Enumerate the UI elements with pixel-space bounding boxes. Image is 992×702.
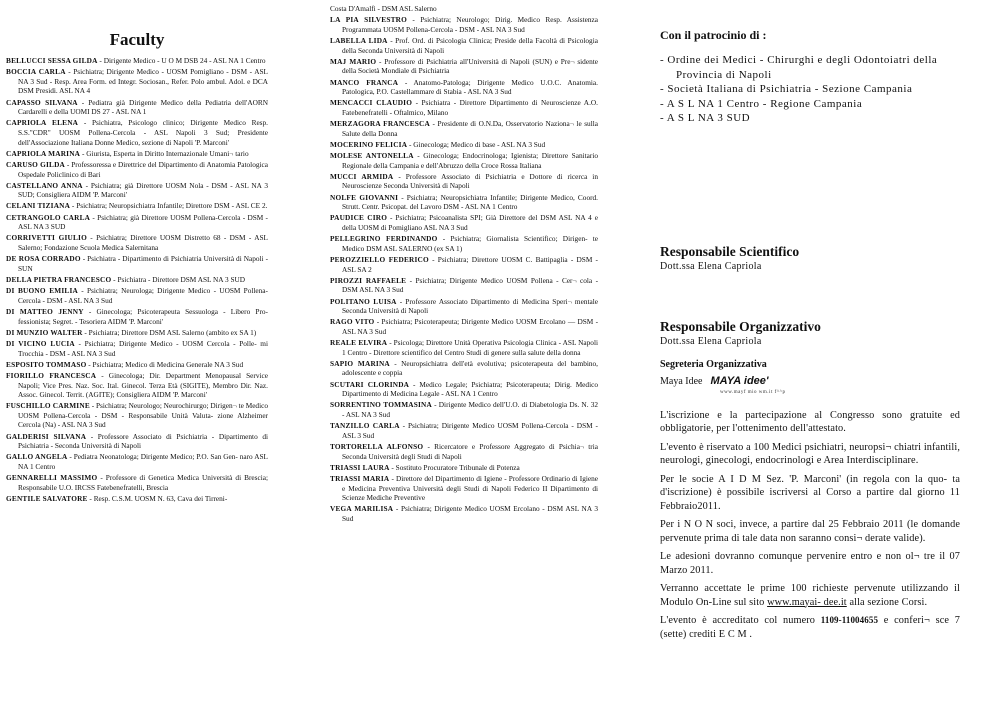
- faculty-name: CAPASSO SILVANA: [6, 97, 78, 107]
- faculty-entry: [6, 360, 268, 370]
- faculty-role: - Ginecologa; Medico di base - ASL NA 3 Sud: [407, 139, 546, 149]
- faculty-role: - Giurista, Esperta in Diritto Internazionale Umani¬ tario: [80, 148, 249, 158]
- faculty-role: - Psichiatra - Dipartimento di Psichiatria Università di Napoli - SUN: [18, 254, 269, 273]
- faculty-role: - Psichiatra; Neurologa; Dirigente Medico - UOSM Pollena-Cercola - DSM - ASL NA 3 Sud: [18, 286, 268, 305]
- faculty-role: - Professore di Genetica Medica Università di Brescia; Responsabile U.O. IRCSS Fatebenefratelli, Brescia: [18, 473, 268, 492]
- faculty-role: - Professore Associato di Psichiatria - Dipartimento di Psichiatria - Seconda Università di Napoli: [18, 431, 268, 451]
- faculty-entry: [330, 78, 598, 97]
- faculty-entry: [330, 98, 598, 117]
- faculty-role: - Psicologa; Direttore Unità Operativa Psicologia Clinica - ASL Napoli 1 Centro - Direttore scientifico del Centro Studi di genere sulla salute della donna: [342, 338, 598, 357]
- faculty-column-middle: [330, 4, 598, 525]
- faculty-name: VEGA MARILISA: [330, 504, 394, 514]
- faculty-entry: [6, 160, 268, 179]
- faculty-role: - Psichiatra; Dirigente Medico - UOSM Pomigliano - DSM - ASL NA 3 Sud - Resp. Area Form. ed Integr. Sociosan., Refer. Polo ambul. Adol. e DCA DSM Presidi. ASL NA 4: [18, 67, 268, 96]
- faculty-name: MAJ MARIO: [330, 56, 377, 66]
- faculty-name: PELLEGRINO FERDINANDO: [330, 234, 438, 244]
- faculty-entry: [6, 401, 268, 430]
- info-paragraph: L'evento è riservato a 100 Medici psichiatri, neuropsi¬ chiatri infantili, neurologi, ginecologi, endocrinologi e Area Interdisciplinare.: [660, 441, 960, 466]
- faculty-name: CARUSO GILDA: [6, 159, 66, 169]
- faculty-entry: [6, 275, 268, 285]
- faculty-role: - Psichiatra; Neuropsichiatra Infantile; Dirigente Medico, Coord. Strutt. Centr. Psicopat. del Lavoro DSM - ASL NA 1 Centro: [342, 192, 598, 212]
- faculty-name: NOLFE GIOVANNI: [330, 192, 399, 202]
- faculty-name: MUCCI ARMIDA: [330, 171, 394, 181]
- faculty-entry: [330, 359, 598, 378]
- faculty-name: GALDERISI SILVANA: [6, 431, 87, 441]
- faculty-name: DI MUNZIO WALTER: [6, 327, 83, 337]
- faculty-role: - Professore di Psichiatria all'Università di Napoli (SUN) e Pre¬ sidente della Società Mondiale di Psichiatria: [342, 56, 598, 76]
- info-paragraph: Per le socie A I D M Sez. 'P. Marconi' (in regola con la quo- ta d'iscrizione) è possibile iscriversi al Corso a partire dal giorno 11 Febbraio2011.: [660, 473, 960, 512]
- info-text: alla sezione Corsi.: [846, 596, 928, 608]
- faculty-name: REALE ELVIRA: [330, 338, 388, 348]
- faculty-name: MOLESE ANTONELLA: [330, 151, 414, 161]
- faculty-name: CAPRIOLA ELENA: [6, 118, 79, 128]
- patrocinio-list: [660, 53, 960, 126]
- responsabile-scientifico-name: Dott.ssa Elena Capriola: [660, 260, 762, 272]
- faculty-role: - Psichiatra; Direttore DSM ASL Salerno (ambito ex SA 1): [82, 327, 257, 337]
- faculty-entry: [330, 442, 598, 461]
- faculty-role: - Pediatra già Dirigente Medico della Pediatria dell'AORN Cardarelli e della UOMI DS 27 - ASL NA 1: [18, 97, 268, 117]
- faculty-role: Costa D'Amalfi - DSM ASL Salerno: [330, 4, 437, 13]
- faculty-entry: [330, 4, 598, 14]
- faculty-name: DI VICINO LUCIA: [6, 338, 75, 348]
- faculty-role: - Psichiatra; già Direttore UOSM Pollena-Cercola - DSM - ASL NA 3 SUD: [18, 212, 268, 232]
- faculty-entry: [330, 213, 598, 232]
- faculty-name: SCUTARI CLORINDA: [330, 379, 410, 389]
- info-paragraph: Le adesioni dovranno comunque pervenire entro e non ol¬ tre il 07 Marzo 2011.: [660, 551, 960, 576]
- faculty-list-left: [6, 56, 268, 504]
- faculty-entry: [6, 307, 268, 326]
- info-paragraph: L'iscrizione e la partecipazione al Congresso sono gratuite ed obbligatorie, per l'ottenimento dell'attestato.: [660, 409, 960, 434]
- faculty-role: - Psichiatra; Dirigente Medico UOSM Pollena - Cer¬ cola - DSM ASL NA 3 Sud: [342, 275, 598, 295]
- faculty-role: - Resp. C.S.M. UOSM N. 63, Cava dei Tirreni-: [87, 494, 228, 503]
- faculty-name: DI MATTEO JENNY: [6, 306, 84, 316]
- faculty-entry: [330, 172, 598, 191]
- faculty-entry: [330, 474, 598, 503]
- faculty-role: - Direttore del Dipartimento di Igiene - Professore Ordinario di Igiene e Medicina Preventiva Università degli Studi di Napoli Federico II Dipartimento di Scienze Mediche Preventive: [342, 473, 598, 503]
- faculty-column-left: [6, 30, 268, 505]
- faculty-role: - Psichiatra, Psicologo clinico; Dirigente Medico Resp. S.S."CDR" UOSM Pollena-Cercola - ASL Napoli 3 Sud; Presidente dell'Associazione Italiana Donne Medico, sezione di Napoli 'P. Marconi': [18, 118, 268, 147]
- faculty-entry: [330, 255, 598, 274]
- faculty-role: - Psichiatra; Dirigente Medico UOSM Pollena-Cercola - DSM - ASL 3 Sud: [342, 421, 598, 440]
- maya-idee-logo: MAYA idee': [710, 374, 769, 387]
- faculty-role: - Psichiatra; Medico di Medicina Generale NA 3 Sud: [86, 359, 244, 369]
- faculty-entry: [6, 233, 268, 252]
- faculty-name: BOCCIA CARLA: [6, 67, 66, 77]
- faculty-role: - Psichiatra; già Direttore UOSM Nola - DSM - ASL NA 3 SUD; Consigliera AIDM 'P. Marconi': [18, 180, 268, 200]
- faculty-name: BELLUCCI SESSA GILDA: [6, 56, 98, 65]
- faculty-entry: [330, 119, 598, 138]
- faculty-name: GALLO ANGELA: [6, 452, 68, 462]
- faculty-entry: [330, 317, 598, 336]
- info-text: L'evento è accreditato col numero: [660, 615, 821, 626]
- faculty-entry: [330, 151, 598, 170]
- faculty-entry: [330, 338, 598, 357]
- faculty-entry: [330, 400, 598, 419]
- faculty-entry: [6, 432, 268, 451]
- faculty-entry: [330, 463, 598, 473]
- faculty-role: - Professoressa e Direttrice del Dipartimento di Anatomia Patologica Ospedale Policlinico di Bari: [18, 159, 268, 179]
- faculty-entry: [330, 36, 598, 55]
- responsabile-organizzativo-title: Responsabile Organizzativo: [660, 318, 821, 334]
- info-paragraph: [660, 614, 960, 641]
- faculty-name: CETRANGOLO CARLA: [6, 212, 91, 222]
- faculty-name: CAPRIOLA MARINA: [6, 148, 81, 158]
- faculty-entry: [6, 452, 268, 471]
- faculty-name: CORRIVETTI GIULIO: [6, 233, 87, 243]
- faculty-role: - Ginecologa; Endocrinologa; Igienista; Direttore Sanitario Regionale della Campania e dell'Abruzzo della Croce Rossa Italiana: [342, 151, 599, 170]
- faculty-entry: [330, 140, 598, 150]
- faculty-name: DELLA PIETRA FRANCESCO: [6, 275, 112, 284]
- faculty-role: - Anatomo-Patologa; Dirigente Medico U.O.C. Anatomia. Patologica, P.O. Castellammare di Stabia - ASL NA 3 Sud: [342, 77, 598, 97]
- faculty-entry: [6, 149, 268, 159]
- faculty-name: SAPIO MARINA: [330, 358, 390, 368]
- faculty-role: - Psichiatra; Neurologo; Neurochirurgo; Dirigen¬ te Medico UOSM Pollena-Cercola - DSM - Responsabile Unità Valuta- zione Alzheimer Cercola (Na) - ASL NA 3 Sud: [18, 401, 268, 430]
- faculty-entry: [330, 234, 598, 253]
- faculty-name: PEROZZIELLO FEDERICO: [330, 254, 429, 264]
- faculty-entry: [6, 98, 268, 117]
- info-paragraph: Per i N O N soci, invece, a partire dal 25 Febbraio 2011 (le domande pervenute prima di tale data non saranno consi¬ derate valide).: [660, 519, 960, 544]
- faculty-role: - Psichiatra - Direttore DSM ASL NA 3 SUD: [111, 275, 246, 284]
- info-text: e conferi¬ sce 7 (sette) crediti E C M .: [660, 615, 960, 640]
- faculty-role: - Prof. Ord. di Psicologia Clinica; Preside della Facoltà di Psicologia della Seconda Università di Napoli: [342, 35, 598, 55]
- faculty-entry: [330, 276, 598, 295]
- list-item: - A S L NA 1 Centro - Regione Campania: [660, 97, 863, 110]
- faculty-entry: [330, 193, 598, 212]
- faculty-role: - Dirigente Medico dell'U.O. di Diabetologia Ds. N. 32 - ASL NA 3 Sud: [342, 400, 598, 420]
- faculty-name: PIROZZI RAFFAELE: [330, 275, 407, 285]
- faculty-entry: [6, 371, 268, 400]
- faculty-role: - Psichiatra; Psicoterapeuta; Dirigente Medico UOSM Ercolano — DSM - ASL NA 3 Sud: [342, 317, 598, 336]
- faculty-entry: [330, 15, 598, 34]
- faculty-role: - Psichiatra; Neuropsichiatra Infantile; Direttore DSM - ASL CE 2.: [70, 201, 268, 211]
- faculty-entry: [6, 56, 268, 66]
- faculty-name: LABELLA LIDA: [330, 35, 388, 45]
- faculty-name: POLITANO LUISA: [330, 296, 397, 306]
- info-text: Verranno accettate le prime 100 richieste pervenute utilizzando il Modulo On-Line sul sito: [660, 583, 960, 608]
- responsabile-scientifico-title: Responsabile Scientifico: [660, 243, 800, 259]
- faculty-entry: [6, 201, 268, 211]
- faculty-role: - Psichiatra; Direttore UOSM Distretto 68 - DSM - ASL Salerno; Fondazione Scuola Medica Salernitana: [18, 233, 268, 253]
- faculty-role: - Professore Associato Dipartimento di Medicina Speri¬ mentale Seconda Università di Napoli: [342, 296, 599, 316]
- faculty-role: - Medico Legale; Psichiatra; Psicoterapeuta; Dirig. Medico Dipartimento di Medicina Legale - ASL NA 1 Centro: [342, 379, 598, 399]
- faculty-name: MOCERINO FELICIA: [330, 139, 408, 149]
- faculty-list-middle: [330, 4, 598, 524]
- list-item: - Ordine dei Medici - Chirurghi e degli Odontoiatri della Provincia di Napoli: [660, 54, 938, 81]
- faculty-name: RAGO VITO: [330, 317, 375, 327]
- faculty-entry: [330, 57, 598, 76]
- faculty-role: - Psichiatra; Direttore UOSM C. Battipaglia - DSM - ASL SA 2: [342, 254, 598, 274]
- faculty-entry: [6, 67, 268, 96]
- faculty-entry: [6, 181, 268, 200]
- segreteria-contact: www.mayf mio wm.it f^^p: [720, 389, 786, 395]
- segreteria-org: [660, 375, 960, 387]
- faculty-name: PAUDICE CIRO: [330, 213, 388, 223]
- faculty-name: GENNARELLI MASSIMO: [6, 473, 98, 483]
- faculty-role: - Ricercatore e Professore Aggregato di Psichia¬ tria Seconda Università degli Studi di Napoli: [342, 442, 598, 461]
- faculty-name: TRIASSI MARIA: [330, 473, 390, 483]
- list-item: - A S L NA 3 SUD: [660, 112, 751, 124]
- faculty-entry: [6, 254, 268, 273]
- faculty-role: - Ginecologa; Dir. Department Menopausal Service Napoli; Vice Pres. Naz. Soc. Ital. Ginecol. Terza Età (SIGITE), Membro Dir. Naz. Assoc. Ginecol. Territ. (AGITE); Consigliera AIDM 'P. Marconi': [18, 370, 268, 400]
- segreteria-title: Segreteria Organizzativa: [660, 358, 767, 370]
- faculty-role: - Psichiatra; Giornalista Scientifico; Dirigen- te Medico DSM ASL SALERNO (ex SA 1): [342, 234, 598, 253]
- faculty-name: LA PIA SILVESTRO: [330, 15, 407, 25]
- faculty-name: ESPOSITO TOMMASO: [6, 359, 87, 369]
- faculty-role: - Psichiatra; Psicoanalista SPI; Già Direttore del DSM ASL NA 4 e della UOSM di Pomigliano ASL NA 3 Sud: [342, 213, 598, 232]
- faculty-entry: [330, 504, 598, 523]
- faculty-entry: [6, 213, 268, 232]
- faculty-name: CELANI TIZIANA: [6, 201, 71, 211]
- faculty-name: GENTILE SALVATORE: [6, 494, 88, 503]
- faculty-name: FIORILLO FRANCESCA: [6, 370, 97, 380]
- faculty-entry: [6, 473, 268, 492]
- faculty-name: TORTORELLA ALFONSO: [330, 442, 424, 451]
- faculty-name: TANZILLO CARLA: [330, 421, 400, 431]
- info-column-right: [660, 28, 960, 646]
- faculty-role: - Psichiatra; Dirigente Medico UOSM Ercolano - DSM ASL NA 3 Sud: [342, 504, 598, 523]
- accreditation-number: 1109-11004655: [820, 615, 879, 625]
- faculty-role: - Psichiatra; Dirigente Medico - UOSM Cercola - Polle- mi Trocchia - DSM - ASL NA 3 Sud: [18, 338, 268, 358]
- faculty-name: MERZAGORA FRANCESCA: [330, 119, 430, 129]
- faculty-entry: [6, 328, 268, 338]
- faculty-role: - Psichiatra; Neurologo; Dirig. Medico Resp. Assistenza Programmata UOSM Pollena-Cercola - DSM - ASL NA 3 Sud: [342, 15, 598, 34]
- faculty-role: - Ginecologa; Psicoterapeuta Sessuologa - Libero Pro- fessionista; Segret. - Tesoriera AIDM 'P. Marconi': [18, 306, 268, 326]
- faculty-entry: [330, 380, 598, 399]
- faculty-role: - Dirigente Medico - U O M DSB 24 - ASL NA 1 Centro: [97, 56, 266, 65]
- faculty-name: TRIASSI LAURA: [330, 462, 390, 472]
- info-paragraph: [660, 582, 960, 609]
- faculty-role: - Professore Associato di Psichiatria e Dottore di ricerca in Neuroscienze Seconda Università di Napoli: [342, 171, 598, 191]
- faculty-name: MANCO FRANCA: [330, 77, 399, 87]
- faculty-title: Faculty: [109, 30, 165, 49]
- faculty-role: - Pediatra Neonatologa; Dirigente Medico; P.O. San Gen- naro ASL NA 1 Centro: [18, 452, 268, 472]
- faculty-entry: [6, 339, 268, 358]
- responsabile-organizzativo-name: Dott.ssa Elena Capriola: [660, 335, 762, 347]
- faculty-role: - Psichiatra - Direttore Dipartimento di Neuroscienze A.O. Fatebenefratelli - Oftalmico, Milano: [342, 98, 598, 117]
- faculty-entry: [6, 286, 268, 305]
- faculty-name: DI BUONO EMILIA: [6, 286, 78, 296]
- faculty-role: - Neuropsichiatra dell'età evolutiva; psicoterapeuta del bambino, adolescente e coppia: [342, 358, 598, 378]
- faculty-entry: [6, 118, 268, 147]
- faculty-entry: [330, 421, 598, 440]
- faculty-role: - Sostituto Procuratore Tribunale di Potenza: [389, 462, 520, 472]
- segreteria-org-name: Maya Idee: [660, 375, 703, 387]
- faculty-name: SORRENTINO TOMMASINA: [330, 400, 432, 410]
- faculty-role: - Presidente di O.N.Da, Osservatorio Naziona¬ le sulla Salute della Donna: [342, 119, 598, 138]
- list-item: - Società Italiana di Psichiatria - Sezione Campania: [660, 83, 913, 95]
- faculty-name: CASTELLANO ANNA: [6, 180, 83, 190]
- faculty-name: FUSCHILLO CARMINE: [6, 401, 90, 411]
- patrocinio-title: Con il patrocinio di :: [660, 28, 767, 42]
- faculty-entry: [330, 297, 598, 316]
- faculty-entry: [6, 494, 268, 504]
- faculty-name: MENCACCI CLAUDIO: [330, 98, 413, 108]
- website-link[interactable]: www.mayai- dee.it: [767, 596, 847, 608]
- faculty-name: DE ROSA CORRADO: [6, 254, 81, 264]
